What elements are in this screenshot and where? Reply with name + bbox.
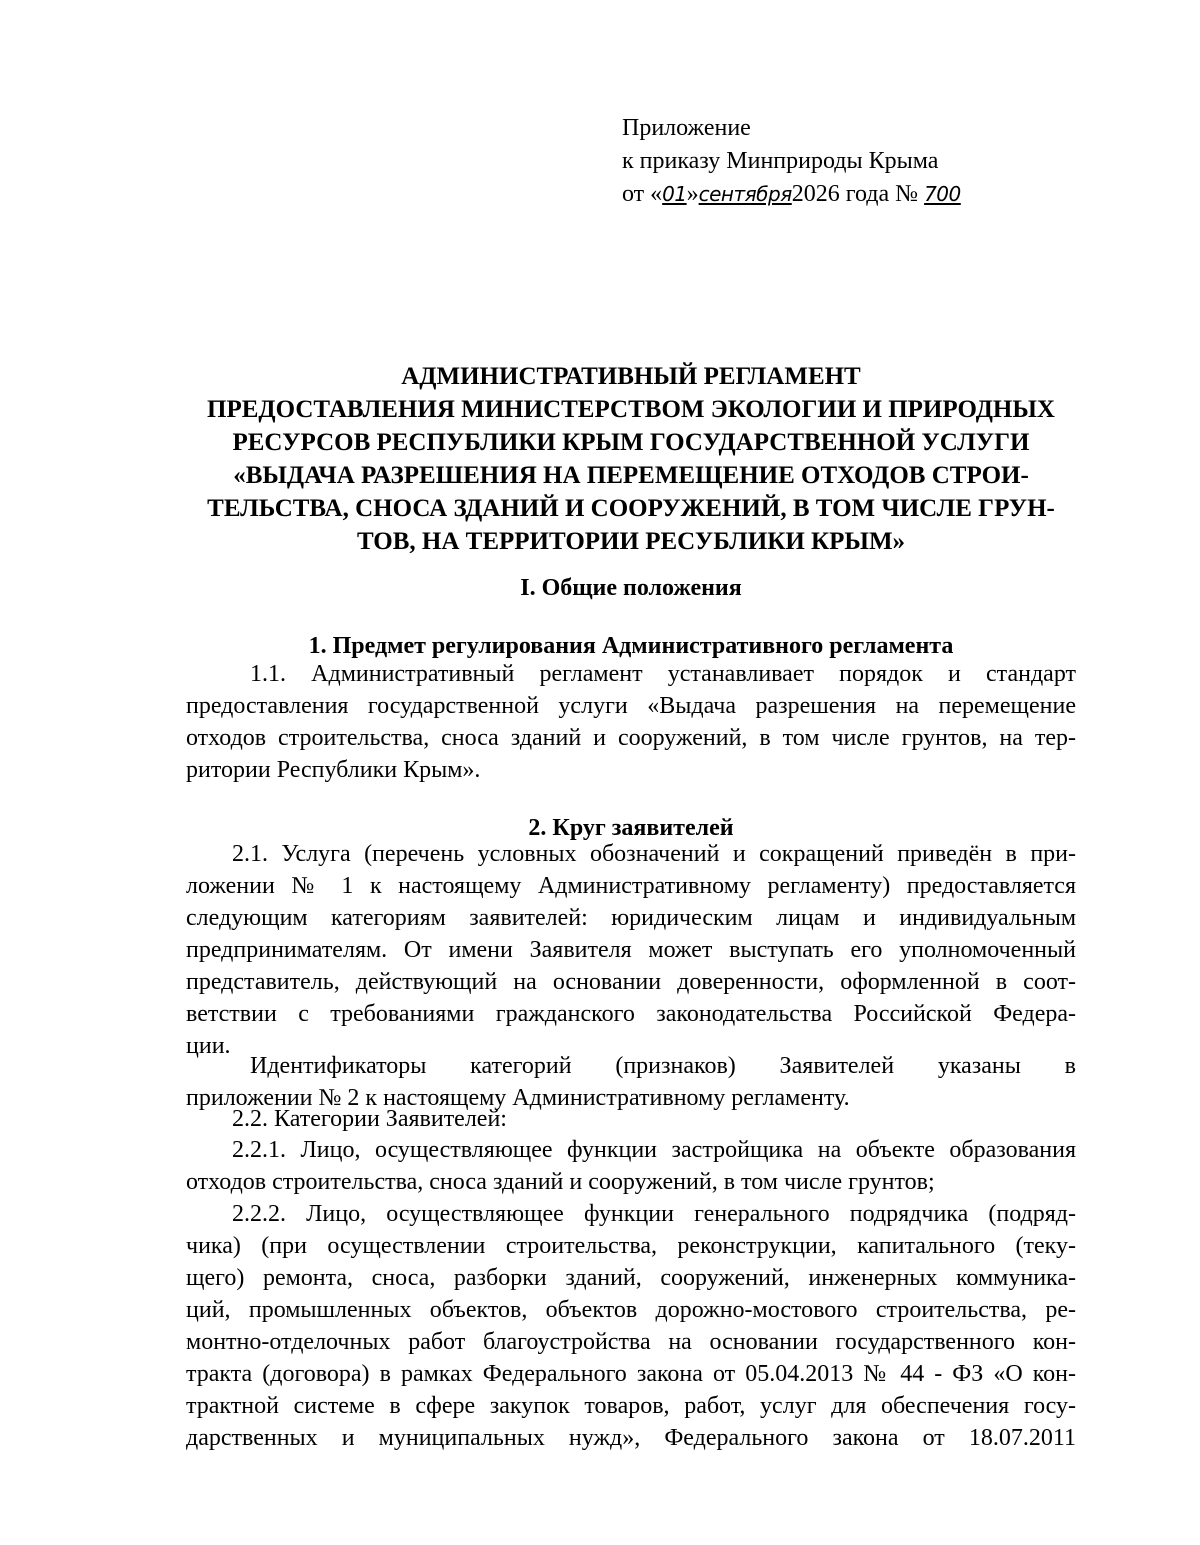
paragraph-line: следующим категориям заявителей: юридическим лицам и индивидуальным bbox=[186, 905, 1076, 931]
paragraph-line: 2.2.2. Лицо, осуществляющее функции генерального подрядчика (подряд- bbox=[232, 1201, 1076, 1227]
paragraph-line: предоставления государственной услуги «Выдача разрешения на перемещение bbox=[186, 693, 1076, 719]
document-title bbox=[186, 360, 1076, 558]
paragraph-2-2-2 bbox=[186, 1198, 1076, 1454]
paragraph-line: представитель, действующий на основании доверенности, оформленной в соот- bbox=[186, 969, 1076, 995]
title-line: ТЕЛЬСТВА, СНОСА ЗДАНИЙ И СООРУЖЕНИЙ, В ТОМ ЧИСЛЕ ГРУН- bbox=[207, 495, 1055, 522]
year-text: 2026 года № bbox=[791, 181, 925, 207]
paragraph-line: ций, промышленных объектов, объектов дорожно-мостового строительства, ре- bbox=[186, 1297, 1076, 1323]
quote-close: » bbox=[686, 181, 699, 207]
paragraph-line: ветствии с требованиями гражданского законодательства Российской Федера- bbox=[186, 1001, 1076, 1027]
title-line: ТОВ, НА ТЕРРИТОРИИ РЕСУБЛИКИ КРЫМ» bbox=[356, 528, 906, 555]
paragraph-2-2-1 bbox=[186, 1134, 1076, 1198]
appendix-label: Приложение bbox=[622, 115, 751, 141]
title-line: «ВЫДАЧА РАЗРЕШЕНИЯ НА ПЕРЕМЕЩЕНИЕ ОТХОДОВ СТРОИ- bbox=[233, 462, 1029, 489]
paragraph-line: 2.1. Услуга (перечень условных обозначений и сокращений приведён в при- bbox=[232, 841, 1076, 867]
subsection-heading-1: 1. Предмет регулирования Административного регламента bbox=[308, 633, 954, 659]
paragraph-line: Идентификаторы категорий (признаков) Заявителей указаны в bbox=[250, 1053, 1076, 1079]
paragraph-line: ложении № 1 к настоящему Административному регламенту) предоставляется bbox=[186, 873, 1076, 899]
paragraph-1-1 bbox=[186, 658, 1076, 786]
handwritten-day: 01 bbox=[662, 182, 687, 206]
paragraph-line: отходов строительства, сноса зданий и сооружений, в том числе грунтов; bbox=[186, 1169, 935, 1195]
paragraph-line: 1.1. Административный регламент устанавливает порядок и стандарт bbox=[250, 661, 1076, 687]
handwritten-order-number: 700 bbox=[924, 182, 961, 206]
paragraph-line: дарственных и муниципальных нужд», Федерального закона от 18.07.2011 bbox=[186, 1425, 1076, 1451]
paragraph-line: трактной системе в сфере закупок товаров, работ, услуг для обеспечения госу- bbox=[186, 1393, 1076, 1419]
paragraph-line: отходов строительства, сноса зданий и сооружений, в том числе грунтов, на тер- bbox=[186, 725, 1076, 751]
appendix-order-ref: к приказу Минприроды Крыма bbox=[622, 148, 939, 174]
appendix-block bbox=[622, 112, 961, 211]
handwritten-month: сентября bbox=[698, 182, 792, 206]
paragraph-2-1 bbox=[186, 838, 1076, 1062]
paragraph-line: тракта (договора) в рамках Федерального закона от 05.04.2013 № 44 - ФЗ «О кон- bbox=[186, 1361, 1076, 1387]
paragraph-line: ритории Республики Крым». bbox=[186, 757, 481, 783]
title-line: РЕСУРСОВ РЕСПУБЛИКИ КРЫМ ГОСУДАРСТВЕННОЙ УСЛУГИ bbox=[232, 429, 1030, 456]
appendix-date-line bbox=[622, 178, 961, 211]
paragraph-line: предпринимателям. От имени Заявителя может выступать его уполномоченный bbox=[186, 937, 1076, 963]
section-heading: I. Общие положения bbox=[520, 575, 742, 601]
paragraph-line: щего) ремонта, сноса, разборки зданий, сооружений, инженерных коммуника- bbox=[186, 1265, 1076, 1291]
paragraph-2-2 bbox=[186, 1103, 1076, 1135]
paragraph-line: приложении № 2 к настоящему Административному регламенту. bbox=[186, 1085, 850, 1111]
paragraph-line: 2.2.1. Лицо, осуществляющее функции застройщика на объекте образования bbox=[232, 1137, 1076, 1163]
title-line: ПРЕДОСТАВЛЕНИЯ МИНИСТЕРСТВОМ ЭКОЛОГИИ И ПРИРОДНЫХ bbox=[207, 396, 1055, 423]
subsection-heading-2: 2. Круг заявителей bbox=[528, 815, 734, 841]
paragraph-line: монтно-отделочных работ благоустройства на основании государственного кон- bbox=[186, 1329, 1076, 1355]
title-line: АДМИНИСТРАТИВНЫЙ РЕГЛАМЕНТ bbox=[401, 363, 861, 390]
date-prefix: от « bbox=[622, 181, 663, 207]
paragraph-line: ции. bbox=[186, 1033, 231, 1059]
paragraph-line: чика) (при осуществлении строительства, реконструкции, капитального (теку- bbox=[186, 1233, 1076, 1259]
paragraph-line: 2.2. Категории Заявителей: bbox=[232, 1106, 507, 1132]
